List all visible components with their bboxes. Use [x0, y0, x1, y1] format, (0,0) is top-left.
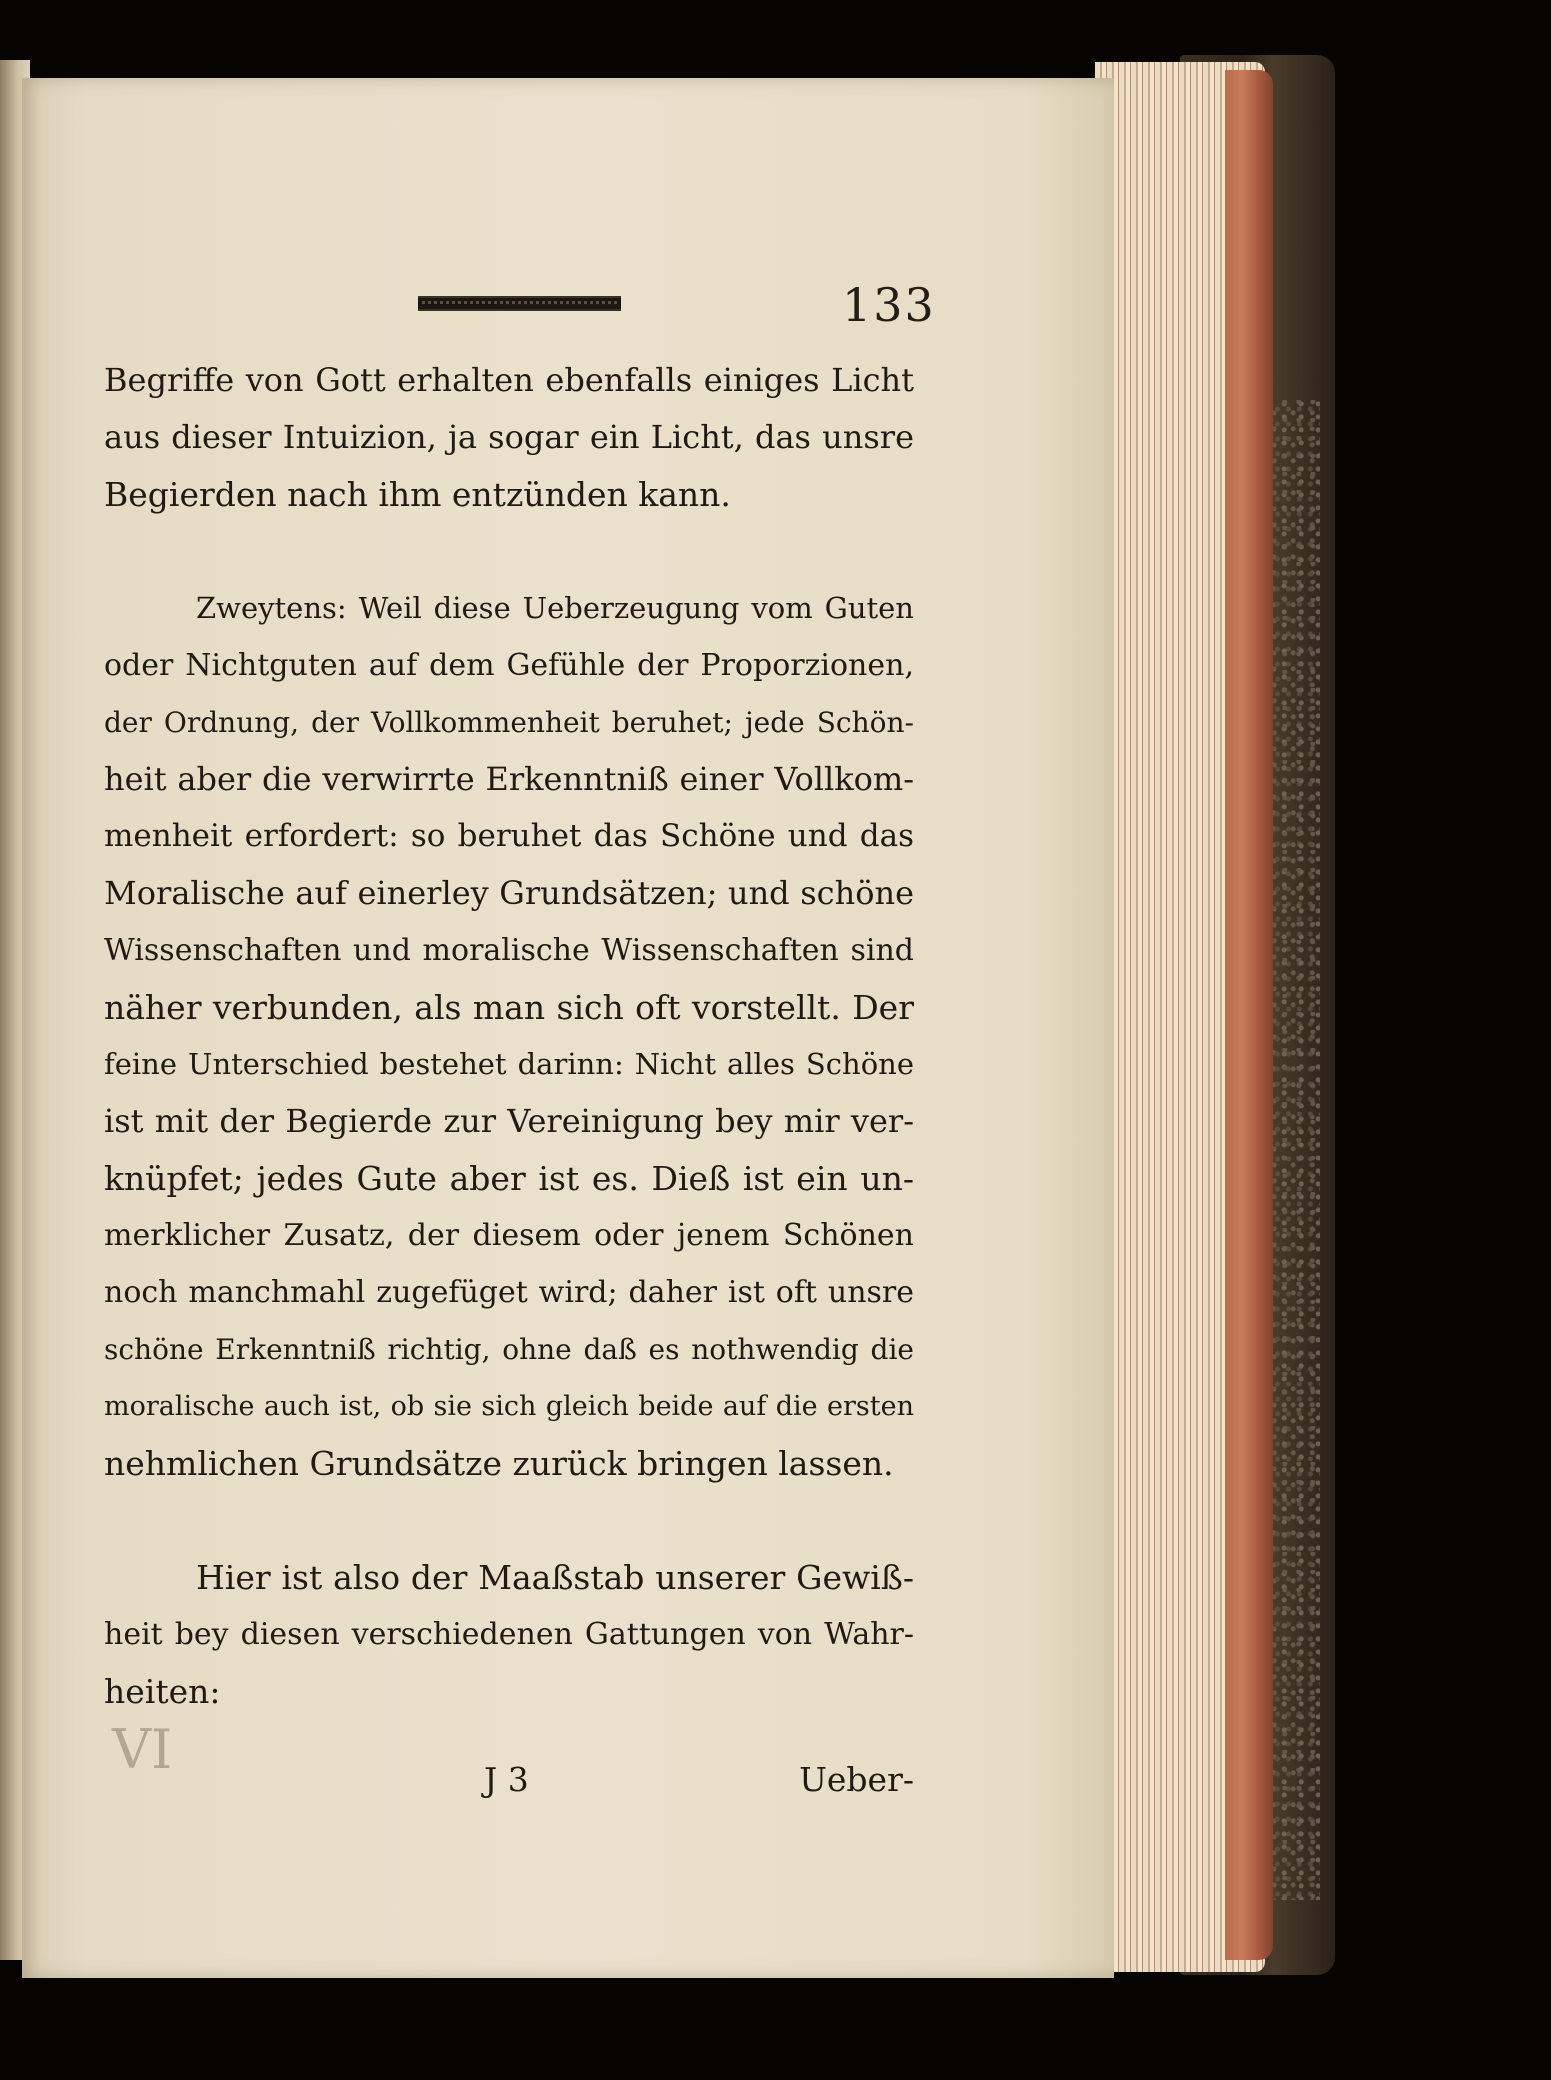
body-text: [104, 352, 914, 1720]
text-line: heit aber die verwirrte Erkenntniß einer Vollkom-: [104, 760, 914, 798]
text-line: heiten:: [104, 1672, 221, 1711]
paragraph-gap: [104, 1492, 914, 1549]
page-footer: [104, 1760, 914, 1810]
text-line: Zweytens: Weil diese Ueberzeugung vom Guten: [196, 591, 914, 625]
text-line: näher verbunden, als man sich oft vorstellt. Der: [104, 988, 914, 1027]
text-line: ist mit der Begierde zur Vereinigung bey mir ver-: [104, 1102, 914, 1140]
margin-note: VI: [112, 1718, 173, 1781]
text-line: nehmlichen Grundsätze zurück bringen lassen.: [104, 1444, 894, 1483]
text-line: menheit erfordert: so beruhet das Schöne und das: [104, 818, 914, 854]
catchword: Ueber-: [799, 1760, 914, 1799]
text-line: feine Unterschied bestehet darinn: Nicht alles Schöne: [104, 1047, 914, 1081]
page-number: 133: [842, 278, 936, 332]
red-page-edge: [1225, 70, 1273, 1960]
text-line: moralische auch ist, ob sie sich gleich beide auf die ersten: [104, 1391, 914, 1422]
text-line: Moralische auf einerley Grundsätzen; und schöne: [104, 874, 914, 912]
text-line: noch manchmahl zugefüget wird; daher ist oft unsre: [104, 1275, 914, 1310]
signature-mark: J 3: [484, 1760, 529, 1799]
text-line: heit bey diesen verschiedenen Gattungen von Wahr-: [104, 1617, 914, 1652]
text-line: aus dieser Intuizion, ja sogar ein Licht, das unsre: [104, 418, 914, 456]
header-ornament-rule: [418, 296, 621, 311]
paragraph-gap: [104, 523, 914, 580]
text-line: Begierden nach ihm entzünden kann.: [104, 475, 731, 514]
text-line: Wissenschaften und moralische Wissenschaften sind: [104, 933, 914, 968]
text-line: Hier ist also der Maaßstab unserer Gewiß-: [196, 1558, 914, 1597]
text-line: knüpfet; jedes Gute aber ist es. Dieß ist ein un-: [104, 1159, 914, 1198]
text-line: Begriffe von Gott erhalten ebenfalls einiges Licht: [104, 361, 914, 399]
text-line: der Ordnung, der Vollkommenheit beruhet; jede Schön-: [104, 706, 914, 739]
text-line: merklicher Zusatz, der diesem oder jenem Schönen: [104, 1218, 914, 1253]
text-line: oder Nichtguten auf dem Gefühle der Proporzionen,: [104, 648, 914, 683]
text-line: schöne Erkenntniß richtig, ohne daß es nothwendig die: [104, 1333, 914, 1366]
